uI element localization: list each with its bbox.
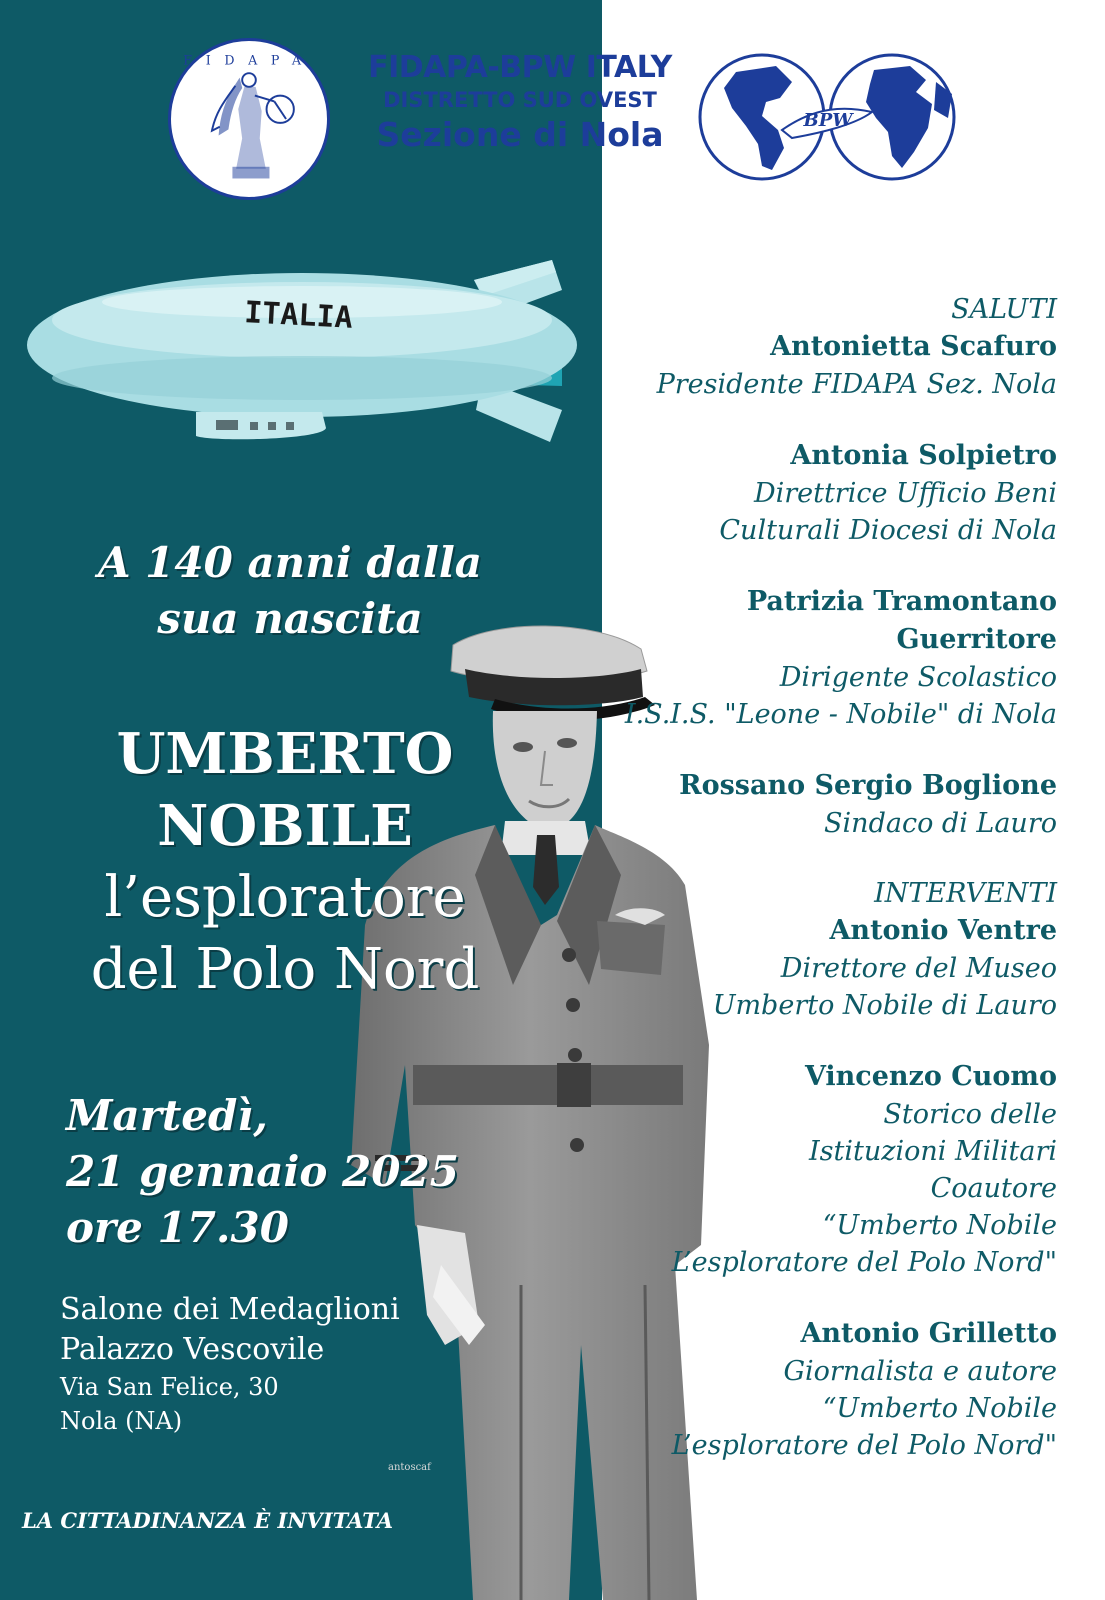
- speaker-role: Presidente FIDAPA Sez. Nola: [656, 369, 1057, 400]
- speaker-name: Antonio Grilletto: [800, 1318, 1057, 1349]
- title-line-2: NOBILE: [157, 793, 413, 859]
- speaker-role: Umberto Nobile di Lauro: [712, 990, 1057, 1021]
- venue-line-3: Via San Felice, 30: [60, 1373, 279, 1401]
- speaker-role: Istituzioni Militari: [808, 1136, 1057, 1167]
- speaker-role: Storico delle: [883, 1099, 1057, 1130]
- event-date: [66, 1088, 459, 1256]
- speaker-name: Guerritore: [896, 624, 1057, 655]
- speaker-role: “Umberto Nobile: [822, 1393, 1057, 1424]
- airship-label: ITALIA: [243, 295, 354, 336]
- svg-text:FIDAPA: FIDAPA: [183, 52, 315, 68]
- venue-line-1: Salone dei Medaglioni: [60, 1292, 400, 1327]
- speaker-name: Vincenzo Cuomo: [804, 1061, 1057, 1092]
- speaker-role: Direttrice Ufficio Beni: [753, 478, 1057, 509]
- org-name: FIDAPA-BPW ITALY: [368, 50, 672, 85]
- intro-text: [0, 535, 580, 647]
- fidapa-seal-logo: [168, 38, 330, 200]
- section-name: Sezione di Nola: [376, 115, 664, 154]
- speaker-role: Coautore: [930, 1173, 1057, 1204]
- speaker-role: Dirigente Scolastico: [779, 662, 1057, 693]
- date-line-2: 21 gennaio 2025: [66, 1147, 459, 1196]
- intro-line-1: A 140 anni dalla: [97, 538, 483, 587]
- date-line-1: Martedì,: [66, 1091, 268, 1140]
- bpw-logo-text: BPW: [803, 110, 853, 131]
- speaker-role: L’esploratore del Polo Nord": [671, 1247, 1057, 1278]
- event-venue: [60, 1290, 400, 1438]
- date-line-3: ore 17.30: [66, 1203, 290, 1252]
- speaker-role: I.S.I.S. "Leone - Nobile" di Nola: [624, 699, 1057, 730]
- speaker-name: Rossano Sergio Boglione: [679, 770, 1057, 801]
- speaker-name: Antonia Solpietro: [790, 440, 1057, 471]
- speaker-role: Giornalista e autore: [783, 1356, 1057, 1387]
- title-line-1: UMBERTO: [116, 721, 454, 787]
- intro-line-2: sua nascita: [157, 594, 423, 643]
- interventi-heading: INTERVENTI: [874, 878, 1057, 909]
- speaker-role: Sindaco di Lauro: [824, 808, 1057, 839]
- event-title: [0, 718, 570, 1006]
- airship-illustration: [22, 250, 582, 470]
- speaker-role: Culturali Diocesi di Nola: [719, 515, 1057, 546]
- title-line-3: l’esploratore: [104, 865, 466, 930]
- speaker-name: Antonietta Scafuro: [770, 331, 1057, 362]
- invitation-note: LA CITTADINANZA È INVITATA: [22, 1508, 394, 1533]
- speaker-role: Direttore del Museo: [780, 953, 1057, 984]
- saluti-heading: SALUTI: [951, 294, 1057, 325]
- speakers-list: [577, 292, 1057, 1464]
- photo-credit: antoscaf: [388, 1462, 431, 1473]
- speaker-role: “Umberto Nobile: [822, 1210, 1057, 1241]
- district-name: DISTRETTO SUD OVEST: [383, 88, 657, 112]
- speaker-role: L’esploratore del Polo Nord": [671, 1430, 1057, 1461]
- speaker-name: Antonio Ventre: [829, 915, 1057, 946]
- speaker-name: Patrizia Tramontano: [746, 586, 1057, 617]
- venue-line-2: Palazzo Vescovile: [60, 1332, 325, 1367]
- title-line-4: del Polo Nord: [90, 937, 480, 1002]
- bpw-globes-logo: [696, 52, 962, 182]
- header-organization: [340, 50, 700, 156]
- venue-line-4: Nola (NA): [60, 1407, 183, 1435]
